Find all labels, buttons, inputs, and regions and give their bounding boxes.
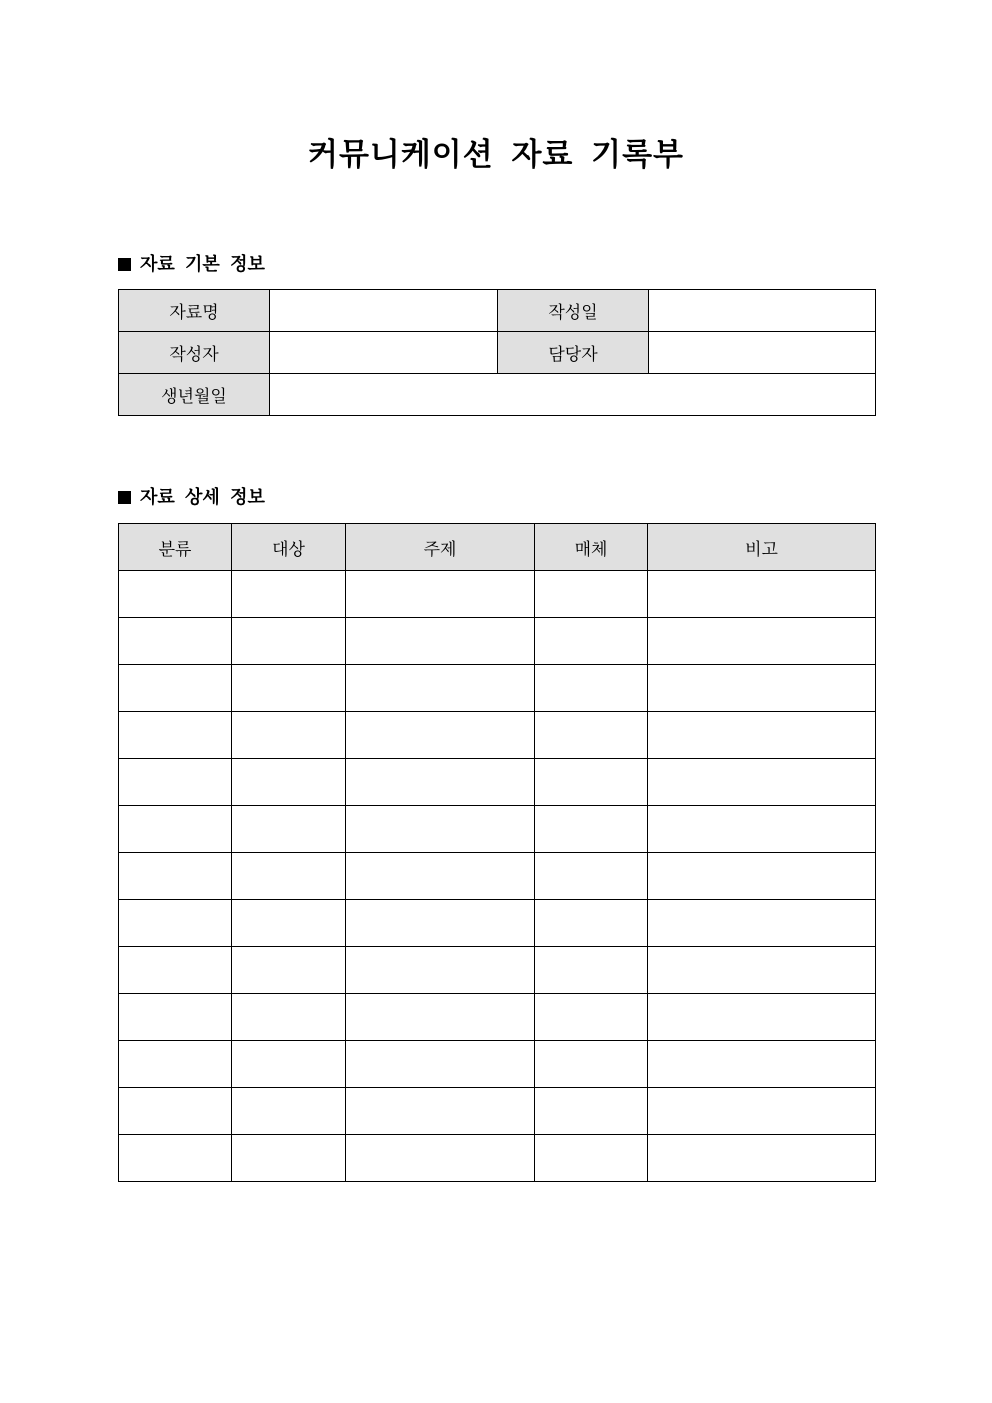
category-cell[interactable] [119, 1088, 232, 1135]
birth-date-field[interactable] [270, 374, 876, 416]
table-row [119, 900, 876, 947]
author-label: 작성자 [119, 332, 270, 374]
manager-field[interactable] [649, 332, 876, 374]
target-cell[interactable] [232, 853, 346, 900]
medium-cell[interactable] [535, 994, 648, 1041]
target-cell[interactable] [232, 759, 346, 806]
category-cell[interactable] [119, 994, 232, 1041]
target-cell[interactable] [232, 712, 346, 759]
material-name-label: 자료명 [119, 290, 270, 332]
table-row [119, 618, 876, 665]
basic-info-heading [118, 253, 265, 277]
remarks-cell[interactable] [648, 900, 876, 947]
author-field[interactable] [270, 332, 498, 374]
remarks-cell[interactable] [648, 665, 876, 712]
subject-cell[interactable] [346, 1135, 535, 1182]
table-row [119, 1135, 876, 1182]
target-cell[interactable] [232, 1041, 346, 1088]
target-cell[interactable] [232, 994, 346, 1041]
table-row [119, 1088, 876, 1135]
table-row [119, 665, 876, 712]
subject-cell[interactable] [346, 759, 535, 806]
table-row [119, 712, 876, 759]
column-header-target: 대상 [232, 524, 346, 571]
category-cell[interactable] [119, 712, 232, 759]
medium-cell[interactable] [535, 1088, 648, 1135]
category-cell[interactable] [119, 947, 232, 994]
target-cell[interactable] [232, 1088, 346, 1135]
medium-cell[interactable] [535, 947, 648, 994]
subject-cell[interactable] [346, 1088, 535, 1135]
target-cell[interactable] [232, 900, 346, 947]
manager-label: 담당자 [498, 332, 649, 374]
remarks-cell[interactable] [648, 1041, 876, 1088]
table-row [119, 1041, 876, 1088]
medium-cell[interactable] [535, 900, 648, 947]
basic-info-table [118, 289, 876, 416]
remarks-cell[interactable] [648, 759, 876, 806]
remarks-cell[interactable] [648, 712, 876, 759]
subject-cell[interactable] [346, 900, 535, 947]
subject-cell[interactable] [346, 1041, 535, 1088]
subject-cell[interactable] [346, 571, 535, 618]
table-row [119, 759, 876, 806]
medium-cell[interactable] [535, 712, 648, 759]
detail-info-table [118, 523, 876, 1182]
column-header-category: 분류 [119, 524, 232, 571]
material-name-field[interactable] [270, 290, 498, 332]
detail-info-heading [118, 486, 265, 510]
created-date-field[interactable] [649, 290, 876, 332]
basic-info-row [119, 332, 876, 374]
subject-cell[interactable] [346, 618, 535, 665]
category-cell[interactable] [119, 665, 232, 712]
table-row [119, 853, 876, 900]
table-row [119, 806, 876, 853]
target-cell[interactable] [232, 1135, 346, 1182]
target-cell[interactable] [232, 618, 346, 665]
medium-cell[interactable] [535, 759, 648, 806]
category-cell[interactable] [119, 1041, 232, 1088]
basic-info-heading-text: 자료 기본 정보 [140, 254, 265, 275]
remarks-cell[interactable] [648, 994, 876, 1041]
category-cell[interactable] [119, 759, 232, 806]
table-row [119, 994, 876, 1041]
remarks-cell[interactable] [648, 618, 876, 665]
basic-info-row [119, 290, 876, 332]
remarks-cell[interactable] [648, 1135, 876, 1182]
subject-cell[interactable] [346, 665, 535, 712]
category-cell[interactable] [119, 900, 232, 947]
birth-date-label: 생년월일 [119, 374, 270, 416]
basic-info-row [119, 374, 876, 416]
category-cell[interactable] [119, 571, 232, 618]
subject-cell[interactable] [346, 947, 535, 994]
category-cell[interactable] [119, 1135, 232, 1182]
category-cell[interactable] [119, 806, 232, 853]
detail-body [119, 571, 876, 1182]
medium-cell[interactable] [535, 618, 648, 665]
medium-cell[interactable] [535, 665, 648, 712]
medium-cell[interactable] [535, 1041, 648, 1088]
category-cell[interactable] [119, 853, 232, 900]
category-cell[interactable] [119, 618, 232, 665]
medium-cell[interactable] [535, 806, 648, 853]
square-bullet-icon [118, 491, 131, 504]
created-date-label: 작성일 [498, 290, 649, 332]
target-cell[interactable] [232, 806, 346, 853]
subject-cell[interactable] [346, 806, 535, 853]
remarks-cell[interactable] [648, 571, 876, 618]
square-bullet-icon [118, 258, 131, 271]
detail-header-row [119, 524, 876, 571]
remarks-cell[interactable] [648, 806, 876, 853]
medium-cell[interactable] [535, 571, 648, 618]
target-cell[interactable] [232, 571, 346, 618]
subject-cell[interactable] [346, 712, 535, 759]
column-header-subject: 주제 [346, 524, 535, 571]
target-cell[interactable] [232, 665, 346, 712]
table-row [119, 947, 876, 994]
medium-cell[interactable] [535, 853, 648, 900]
medium-cell[interactable] [535, 1135, 648, 1182]
table-row [119, 571, 876, 618]
remarks-cell[interactable] [648, 947, 876, 994]
page-title: 커뮤니케이션 자료 기록부 [308, 137, 684, 173]
subject-cell[interactable] [346, 853, 535, 900]
remarks-cell[interactable] [648, 853, 876, 900]
subject-cell[interactable] [346, 994, 535, 1041]
column-header-remarks: 비고 [648, 524, 876, 571]
target-cell[interactable] [232, 947, 346, 994]
detail-info-heading-text: 자료 상세 정보 [140, 487, 265, 508]
remarks-cell[interactable] [648, 1088, 876, 1135]
column-header-medium: 매체 [535, 524, 648, 571]
